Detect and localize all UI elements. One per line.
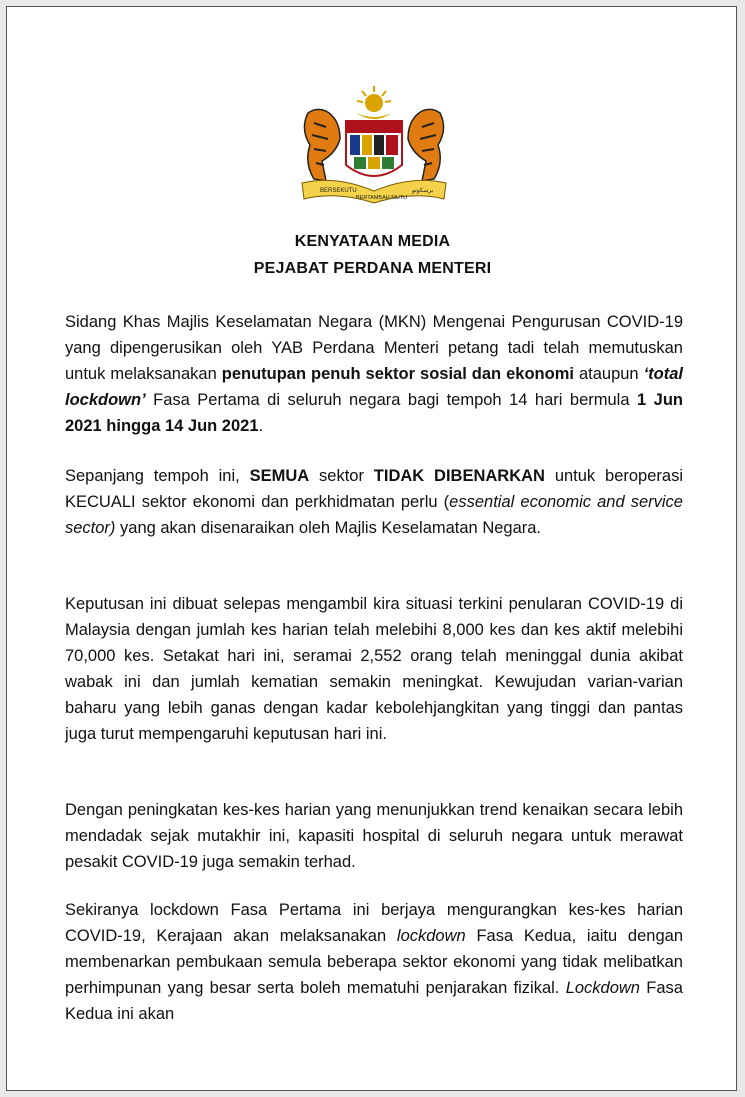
malaysia-coat-of-arms-icon [296,83,452,205]
document-page [6,6,737,1091]
svg-text:BERTAMBAH MUTU: BERTAMBAH MUTU [356,195,408,201]
svg-text:برسکوتو: برسکوتو [412,188,434,194]
paragraph-1: Sidang Khas Majlis Keselamatan Negara (MKN) Mengenai Pengurusan COVID-19 yang dipengerusikan oleh YAB Perdana Menteri petang tadi telah memutuskan untuk melaksanakan penutupan penuh sektor sosial dan ekonomi ataupun ‘total lockdown’ Fasa Pertama di seluruh negara bagi tempoh 14 hari bermula 1 Jun 2021 hingga 14 Jun 2021. [65,313,684,435]
paragraph-4: Dengan peningkatan kes-kes harian yang menunjukkan trend kenaikan secara lebih mendadak sejak mutakhir ini, kapasiti hospital di seluruh negara untuk merawat pesakit COVID-19 juga semakin terhad. [65,801,683,871]
svg-text:BERSEKUTU: BERSEKUTU [320,188,357,194]
paragraph-2: Sepanjang tempoh ini, SEMUA sektor TIDAK DIBENARKAN untuk beroperasi KECUALI sektor ekonomi dan perkhidmatan perlu (essential economic and service sector) yang akan disenaraikan oleh Majlis Keselamatan Negara. [65,467,683,537]
paragraph-3: Keputusan ini dibuat selepas mengambil kira situasi terkini penularan COVID-19 di Malaysia dengan jumlah kes harian telah melebihi 8,000 kes dan kes aktif melebihi 70,000 kes. Setakat hari ini, seramai 2,552 orang telah meninggal dunia akibat wabak ini dan jumlah kematian semakin meningkat. Kewujudan varian-varian baharu yang lebih ganas dengan kadar kebolehjangkitan yang tinggi dan pantas juga turut mempengaruhi keputusan hari ini. [65,595,683,743]
document-title: KENYATAAN MEDIA [294,233,451,250]
document-subtitle: PEJABAT PERDANA MENTERI [253,260,492,277]
paragraph-5: Sekiranya lockdown Fasa Pertama ini berjaya mengurangkan kes-kes harian COVID-19, Kerajaan akan melaksanakan lockdown Fasa Kedua, iaitu dengan membenarkan pembukaan semula beberapa sektor ekonomi yang tidak melibatkan perhimpunan yang besar serta boleh mematuhi penjarakan fizikal. Lockdown Fasa Kedua ini akan [65,901,683,1023]
